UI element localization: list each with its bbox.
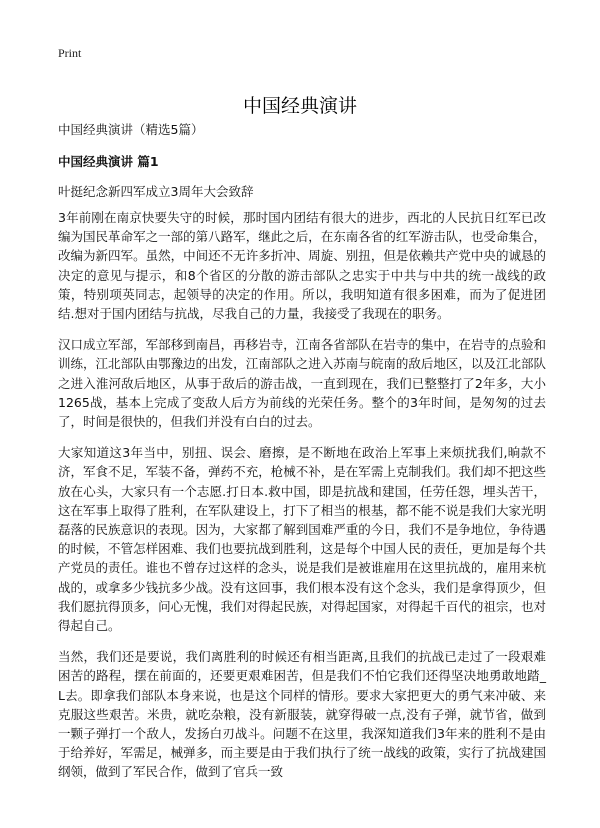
paragraph-2: 汉口成立军部，军部移到南昌，再移岩寺，江南各省部队在岩寺的集中，在岩寺的点验和训练，江北部队由鄂豫边的出发，江南部队之进入苏南与皖南的敌后地区，以及江北部队之进入淮河敌后地区，从事于敌后的游击战，一直到现在，我们已整整打了2年多，大小1265战，基本上完成了变敌人后方为前线的光荣任务。整个的3年时间，是匆匆的过去了，时间是很快的，但我们并没有白白的过去。 bbox=[58, 337, 546, 430]
paragraph-1: 3年前刚在南京快要失守的时候，那时国内团结有很大的进步，西北的人民抗日红军已改编为国民革命军之一部的第八路军，继此之后，在东南各省的红军游击队，也受命集合，改编为新四军。虽然，中间还不无许多折冲、周旋、别扭，但是依赖共产党中央的诚恳的决定的意见与提示，和8个省区的分散的游击部队之忠实于中共与中共的统一战线的政策，特别项英同志，起领导的决定的作用。所以，我明知道有很多困难，而为了促进团结.想对于国内团结与抗战，尽我自己的力量，我接受了我现在的职务。 bbox=[58, 210, 546, 322]
document-body bbox=[58, 208, 546, 794]
document-title: 中国经典演讲 bbox=[242, 94, 357, 117]
speech-title: 叶挺纪念新四军成立3周年大会致辞 bbox=[58, 184, 254, 199]
print-label: Print bbox=[58, 46, 82, 60]
paragraph-3: 大家知道这3年当中，别扭、误会、磨擦，是不断地在政治上军事上来烦扰我们,晌款不济，军食不足，军装不备，弹药不充，枪械不补，是在军需上克制我们。我们却不把这些放在心头，大家只有一个志愿.打日本.救中国，即是抗战和建国，任劳任怨，埋头苦干，这在军事上取得了胜利，在军队建设上，打下了相当的根基，都不能不说是我们大家光明磊落的民族意识的表现。因为，大家都了解到国难严重的今日，我们不是争地位，争待遇的时候，不管怎样困难、我们也要抗战到胜利，这是每个中国人民的责任，更加是每个共产党员的责任。谁也不曾存过这样的念头，说是我们是被谁雇用在这里抗战的，雇用来杭战的，或拿多少钱抗多少战。没有这回事，我们根本没有这个念头，我们是拿得顶少，但我们愿抗得顶多，问心无愧，我们对得起民族，对得起国家，对得起千百代的祖宗，也对得起自己。 bbox=[58, 445, 546, 634]
document-subtitle: 中国经典演讲（精选5篇） bbox=[58, 122, 204, 137]
section-title: 中国经典演讲 篇1 bbox=[58, 154, 159, 169]
paragraph-4: 当然，我们还是要说，我们离胜利的时候还有相当距离,且我们的抗战已走过了一段艰难困苦的路程，摆在前面的，还要更艰难困苦，但是我们不怕它我们还得坚决地勇敢地踏_L去。即拿我们部队本身来说，也是这个同样的情形。要求大家把更大的勇气来冲破、来克服这些艰苦。米贵，就吃杂粮，没有新服装，就穿得破一点,没有子弹，就节省，做到一颗子弹打一个敌人，发扬白刃战斗。问题不在这里，我深知道我们3年来的胜利不是由于给养好，军需足，械弹多，而主要是由于我们执行了统一战线的政策，实行了抗战建国纲领，做到了军民合作，做到了官兵一致 bbox=[58, 649, 546, 780]
